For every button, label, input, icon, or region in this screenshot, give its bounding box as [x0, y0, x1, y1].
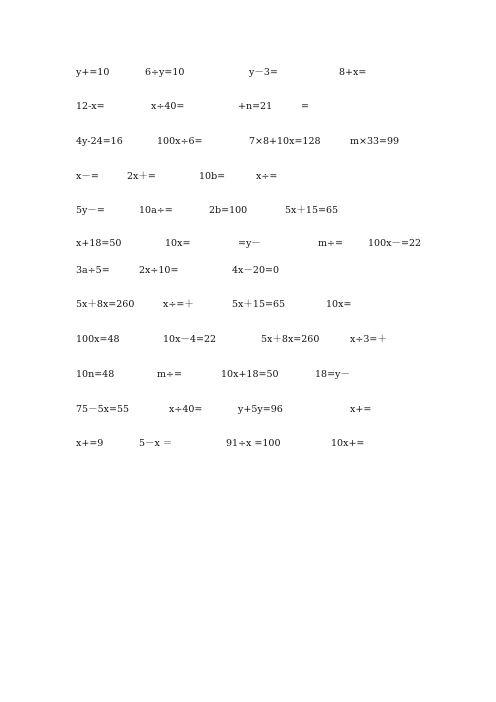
equation: m÷= [157, 369, 182, 380]
equation: 5x＋8x=260 [76, 299, 135, 310]
equation: x÷40= [169, 404, 203, 415]
equation: 2b=100 [209, 205, 248, 216]
equation: 5－x ＝ [139, 438, 173, 449]
equation: 10x= [165, 238, 191, 249]
equation: 10x= [326, 299, 352, 310]
equation-row [0, 437, 496, 451]
equation: 10a÷= [139, 205, 173, 216]
equation: 10b= [199, 171, 226, 182]
equation: 10x+= [331, 438, 365, 449]
equation: 2x÷10= [139, 265, 179, 276]
equation: x÷3=＋ [350, 334, 387, 345]
equation: y+5y=96 [238, 404, 283, 415]
equation: x+18=50 [76, 238, 122, 249]
equation-row [0, 237, 496, 251]
equation-row [0, 135, 496, 149]
equation: 5x＋8x=260 [261, 334, 320, 345]
equation: 6÷y=10 [145, 67, 185, 78]
equation-row [0, 298, 496, 312]
equation: 10n=48 [76, 369, 115, 380]
equation-row [0, 264, 496, 278]
equation: 4x－20=0 [232, 265, 279, 276]
equation: 7×8+10x=128 [249, 136, 321, 147]
equation: 100x－=22 [368, 238, 422, 249]
equation: 5y－= [76, 205, 105, 216]
equation: 75－5x=55 [76, 404, 130, 415]
equation: m×33=99 [350, 136, 400, 147]
equation-row [0, 204, 496, 218]
equation: 100x=48 [76, 334, 120, 345]
equation: x÷= [256, 171, 278, 182]
equation-row [0, 170, 496, 184]
equation: +n=21 [238, 101, 273, 112]
equation-row [0, 368, 496, 382]
equation: m÷= [318, 238, 343, 249]
equation: 100x÷6= [157, 136, 203, 147]
equation: 2x＋= [127, 171, 156, 182]
equation: x－= [76, 171, 99, 182]
equation-row [0, 333, 496, 347]
equation: x+=9 [76, 438, 104, 449]
equation-row [0, 100, 496, 114]
equation-row [0, 403, 496, 417]
equation: 5x＋15=65 [232, 299, 286, 310]
equation: 3a÷5= [76, 265, 110, 276]
equation: 4y-24=16 [76, 136, 123, 147]
equation: = [301, 101, 309, 112]
equation: 18=y－ [315, 369, 350, 380]
equation: 8+x= [339, 67, 367, 78]
equation: 12-x= [76, 101, 105, 112]
equation: x÷40= [151, 101, 185, 112]
equation: 91÷x =100 [226, 438, 281, 449]
equation-row [0, 66, 496, 80]
equation: 10x+18=50 [221, 369, 279, 380]
equation: y+=10 [76, 67, 110, 78]
equation: 10x－4=22 [163, 334, 217, 345]
equation: x÷=＋ [163, 299, 194, 310]
equation: =y－ [238, 238, 261, 249]
equation: y－3= [249, 67, 278, 78]
equation: x+= [350, 404, 372, 415]
equation: 5x＋15=65 [285, 205, 339, 216]
